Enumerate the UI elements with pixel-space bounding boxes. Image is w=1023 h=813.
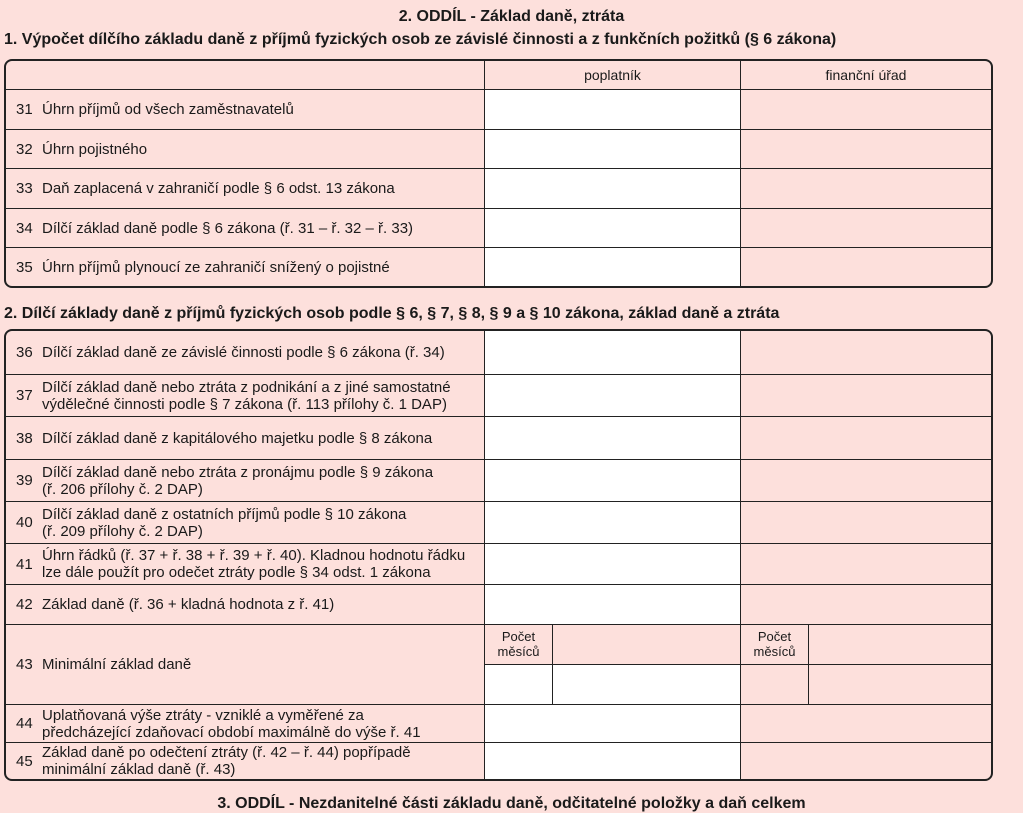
poplatnik-field-33[interactable] bbox=[485, 169, 741, 208]
poplatnik-field-43[interactable] bbox=[553, 665, 740, 704]
row-label: Úhrn příjmů plynoucí ze zahraničí snížený o pojistné bbox=[42, 258, 390, 276]
urad-field-41 bbox=[741, 544, 991, 584]
urad-field-39 bbox=[741, 460, 991, 501]
row-label: Dílčí základ daně podle § 6 zákona (ř. 31 – ř. 32 – ř. 33) bbox=[42, 219, 414, 237]
poplatnik-field-35[interactable] bbox=[485, 248, 741, 286]
poplatnik-field-42[interactable] bbox=[485, 585, 741, 624]
table-row bbox=[6, 208, 991, 247]
urad-field-38 bbox=[741, 417, 991, 459]
table-row bbox=[6, 247, 991, 286]
poplatnik-field-40[interactable] bbox=[485, 502, 741, 543]
section-title: 2. ODDÍL - Základ daně, ztráta bbox=[398, 8, 625, 25]
row-label: Daň zaplacená v zahraničí podle § 6 odst. 13 zákona bbox=[42, 180, 395, 197]
table-row bbox=[6, 543, 991, 584]
col-financni-urad: finanční úřad bbox=[825, 67, 907, 83]
row-label: Základ daně (ř. 36 + kladná hodnota z ř. 41) bbox=[42, 596, 335, 613]
row-label: Dílčí základ daně z kapitálového majetku podle § 8 zákona bbox=[42, 429, 433, 447]
row-number: 41 bbox=[16, 555, 33, 573]
row-number: 36 bbox=[16, 344, 33, 361]
table-row bbox=[6, 331, 991, 374]
table-row bbox=[6, 459, 991, 501]
row-number: 44 bbox=[16, 715, 33, 732]
table-row bbox=[6, 416, 991, 459]
row-label: Úhrn příjmů od všech zaměstnavatelů bbox=[42, 101, 294, 118]
poplatnik-field-36[interactable] bbox=[485, 331, 741, 374]
part2-title: 2. Dílčí základy daně z příjmů fyzických osob podle § 6, § 7, § 8, § 9 a § 10 zákona, základ daně a ztráta bbox=[4, 305, 780, 322]
urad-field-35 bbox=[741, 248, 991, 286]
poplatnik-field-38[interactable] bbox=[485, 417, 741, 459]
pocet-mesicu-field[interactable] bbox=[485, 665, 553, 704]
row-label: Uplatňovaná výše ztráty - vzniklé a vyměřené za předcházející zdaňovací období maximálně do výše ř. 41 bbox=[42, 706, 421, 741]
row-label: Minimální základ daně bbox=[42, 656, 192, 673]
urad-field-32 bbox=[741, 130, 991, 168]
row-label: Dílčí základ daně z ostatních příjmů podle § 10 zákona (ř. 209 přílohy č. 2 DAP) bbox=[42, 505, 407, 540]
next-section-title: 3. ODDÍL - Nezdanitelné části základu daně, odčitatelné položky a daň celkem bbox=[217, 795, 806, 812]
poplatnik-field-37[interactable] bbox=[485, 375, 741, 416]
row-number: 37 bbox=[16, 387, 33, 404]
row-number: 43 bbox=[16, 656, 33, 673]
table-row bbox=[6, 168, 991, 208]
table-row bbox=[6, 374, 991, 416]
urad-field-37 bbox=[741, 375, 991, 416]
row-number: 32 bbox=[16, 140, 33, 158]
row-label: Úhrn řádků (ř. 37 + ř. 38 + ř. 39 + ř. 40). Kladnou hodnotu řádku lze dále použít pro odečet ztráty podle § 34 odst. 1 zákona bbox=[42, 547, 466, 581]
poplatnik-field-39[interactable] bbox=[485, 460, 741, 501]
row-number: 35 bbox=[16, 258, 33, 276]
part2-table bbox=[4, 329, 993, 781]
poplatnik-field-32[interactable] bbox=[485, 130, 741, 168]
table-row bbox=[6, 584, 991, 624]
poplatnik-field-41[interactable] bbox=[485, 544, 741, 584]
poplatnik-field-31[interactable] bbox=[485, 90, 741, 129]
row-number: 33 bbox=[16, 180, 33, 197]
row-number: 45 bbox=[16, 752, 33, 770]
row-label: Dílčí základ daně nebo ztráta z podnikání a z jiné samostatné výdělečné činnosti podle § 7 zákona (ř. 113 přílohy č. 1 DAP) bbox=[42, 378, 451, 413]
row-label: Dílčí základ daně ze závislé činnosti podle § 6 zákona (ř. 34) bbox=[42, 344, 445, 361]
urad-field-34 bbox=[741, 209, 991, 247]
row-number: 40 bbox=[16, 514, 33, 531]
part1-table bbox=[4, 59, 993, 288]
table-row bbox=[6, 624, 991, 704]
row-number: 38 bbox=[16, 429, 33, 447]
table-row bbox=[6, 129, 991, 168]
table-row bbox=[6, 501, 991, 543]
header-row bbox=[6, 61, 991, 89]
urad-field-33 bbox=[741, 169, 991, 208]
urad-field-42 bbox=[741, 585, 991, 624]
row-label: Úhrn pojistného bbox=[42, 140, 148, 158]
poplatnik-field-34[interactable] bbox=[485, 209, 741, 247]
row-number: 34 bbox=[16, 219, 33, 237]
row-number: 42 bbox=[16, 596, 33, 613]
row-label: Dílčí základ daně nebo ztráta z pronájmu podle § 9 zákona (ř. 206 přílohy č. 2 DAP) bbox=[42, 463, 434, 498]
part1-title: 1. Výpočet dílčího základu daně z příjmů fyzických osob ze závislé činnosti a z funkčních požitků (§ 6 zákona) bbox=[4, 31, 837, 48]
row-number: 39 bbox=[16, 472, 33, 489]
table-row bbox=[6, 89, 991, 129]
urad-field-45 bbox=[741, 743, 991, 779]
urad-field-40 bbox=[741, 502, 991, 543]
urad-field-36 bbox=[741, 331, 991, 374]
urad-field-44 bbox=[741, 705, 991, 742]
pocet-mesicu-label: Počet měsíců bbox=[485, 625, 553, 664]
poplatnik-field-44[interactable] bbox=[485, 705, 741, 742]
table-row bbox=[6, 704, 991, 742]
pocet-mesicu-label: Počet měsíců bbox=[741, 625, 809, 664]
urad-group-43 bbox=[741, 625, 991, 704]
row-label: Základ daně po odečtení ztráty (ř. 42 – ř. 44) popřípadě minimální základ daně (ř. 43) bbox=[42, 744, 411, 778]
row-number: 31 bbox=[16, 101, 33, 118]
col-poplatnik: poplatník bbox=[485, 61, 741, 89]
poplatnik-group-43 bbox=[485, 625, 741, 704]
table-row bbox=[6, 742, 991, 779]
urad-field-31 bbox=[741, 90, 991, 129]
poplatnik-field-45[interactable] bbox=[485, 743, 741, 779]
